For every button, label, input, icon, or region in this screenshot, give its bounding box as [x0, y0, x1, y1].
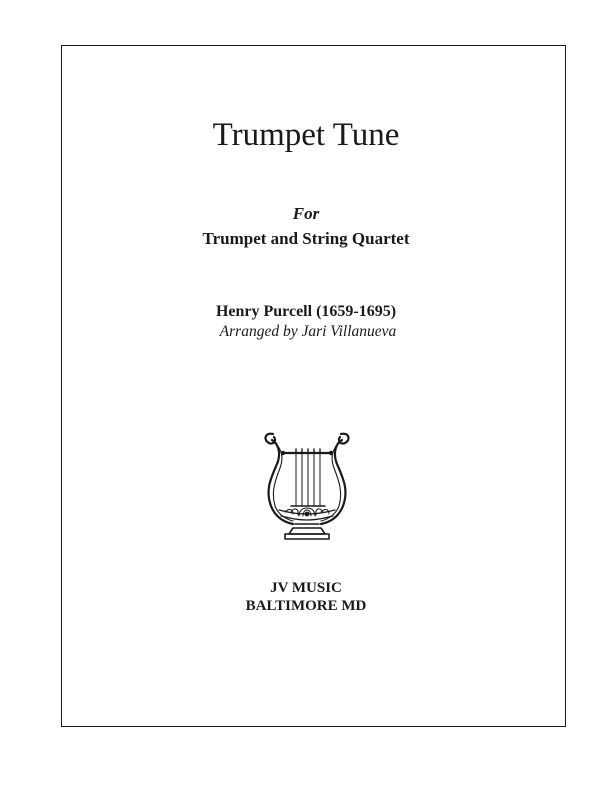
instrumentation: Trumpet and String Quartet — [202, 229, 410, 248]
page-title: Trumpet Tune — [212, 117, 400, 153]
publisher-city: BALTIMORE MD — [245, 598, 367, 614]
composer-credit: Henry Purcell (1659-1695) — [215, 303, 397, 320]
arranger-credit: Arranged by Jari Villanueva — [219, 323, 397, 340]
lyre-icon — [259, 426, 355, 546]
publisher-name: JV MUSIC — [270, 580, 342, 596]
for-label: For — [292, 204, 320, 223]
